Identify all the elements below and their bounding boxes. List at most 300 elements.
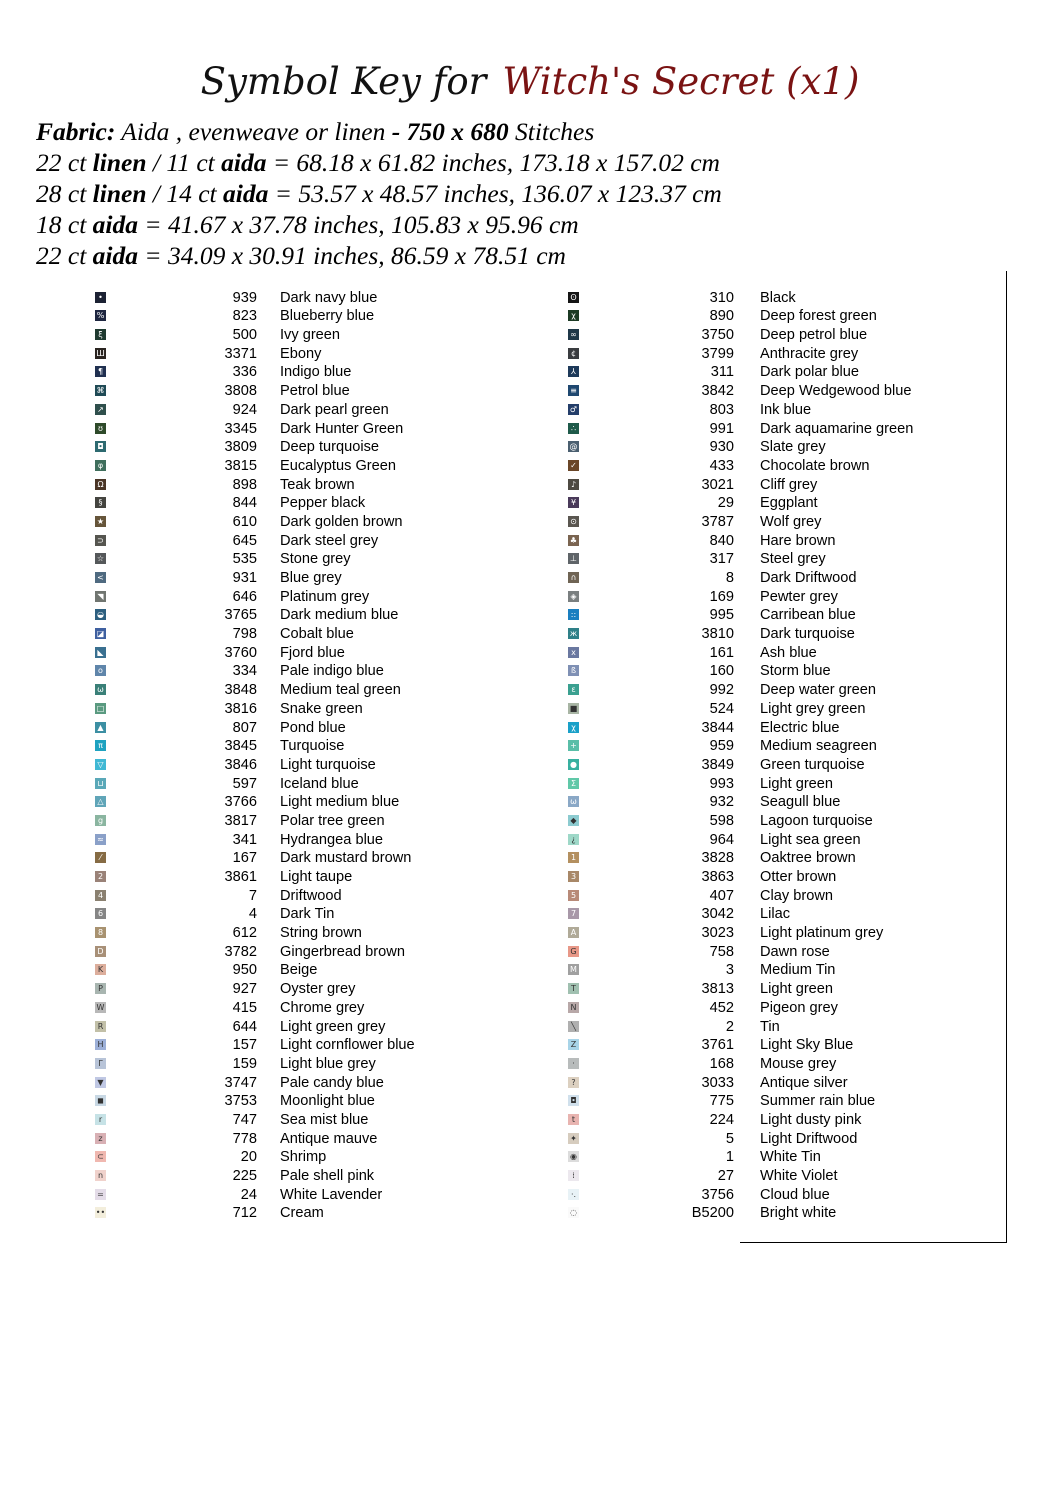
colour-name: Dark Hunter Green xyxy=(280,420,404,437)
color-symbol-icon: ω xyxy=(95,684,106,695)
thread-number: 3766 xyxy=(224,794,257,811)
colour-name: Clay brown xyxy=(760,887,833,904)
thread-number: 157 xyxy=(232,1037,257,1054)
color-symbol-icon: ε xyxy=(568,684,579,695)
colour-name: Light turquoise xyxy=(280,756,376,773)
color-symbol-icon: ≈ xyxy=(95,834,106,845)
thread-number: 20 xyxy=(240,1149,257,1166)
colour-name: Iceland blue xyxy=(280,775,359,792)
thread-number: 3815 xyxy=(224,457,257,474)
color-symbol-icon: < xyxy=(95,572,106,583)
color-symbol-icon: ⅄ xyxy=(568,366,579,377)
color-symbol-icon: ¶ xyxy=(95,366,106,377)
colour-name: Dark aquamarine green xyxy=(760,420,914,437)
thread-number: 535 xyxy=(232,551,257,568)
colour-name: Light green xyxy=(760,775,834,792)
color-symbol-icon: Γ xyxy=(95,1058,106,1069)
colour-name: Fjord blue xyxy=(280,644,345,661)
thread-number: 3846 xyxy=(224,756,257,773)
thread-number: 160 xyxy=(709,663,734,680)
colour-name: Gingerbread brown xyxy=(280,943,405,960)
thread-number: 3861 xyxy=(224,869,257,885)
color-symbol-icon: ● xyxy=(568,759,579,770)
colour-name: Lilac xyxy=(760,906,791,923)
thread-number: 3848 xyxy=(224,682,257,699)
thread-number: 2 xyxy=(725,1018,734,1035)
colour-name: Chrome grey xyxy=(280,999,365,1016)
colour-name: Deep forest green xyxy=(760,308,877,325)
color-symbol-icon: ◼ xyxy=(95,1095,106,1106)
color-symbol-icon: ⁄ xyxy=(95,852,106,863)
spec-text: = 53.57 x 48.57 inches, 136.07 x 123.37 cm xyxy=(268,179,722,208)
color-symbol-icon: ∩ xyxy=(568,572,579,583)
thread-number: 807 xyxy=(232,719,257,736)
colour-name: Light green grey xyxy=(280,1018,386,1035)
color-symbol-icon: n xyxy=(95,1170,106,1181)
colour-name: Ivy green xyxy=(280,327,341,344)
colour-name: Dark Tin xyxy=(280,906,335,923)
thread-number: 3782 xyxy=(224,943,257,960)
thread-number: 930 xyxy=(709,439,734,456)
colour-name: Oaktree brown xyxy=(760,850,856,867)
color-symbol-icon: 5 xyxy=(568,890,579,901)
spec-text: 22 ct xyxy=(36,241,93,270)
color-symbol-icon: G xyxy=(568,946,579,957)
colour-name: Medium teal green xyxy=(280,682,401,699)
colour-name: Oyster grey xyxy=(280,981,356,998)
color-symbol-icon: ▲ xyxy=(95,722,106,733)
color-symbol-icon: ☆ xyxy=(96,554,105,564)
colour-name: Antique silver xyxy=(760,1074,848,1091)
thread-number: 1 xyxy=(725,1149,734,1166)
thread-number: 168 xyxy=(709,1055,734,1072)
colour-name: Light sea green xyxy=(760,831,861,848)
thread-number: 645 xyxy=(232,532,257,549)
spec-text: / 11 ct xyxy=(146,148,222,177)
thread-number: 500 xyxy=(232,327,257,344)
spec-text: Stitches xyxy=(508,117,595,146)
thread-number: 3761 xyxy=(701,1037,734,1054)
colour-name: Light green xyxy=(760,981,834,998)
colour-name: Dark navy blue xyxy=(280,289,378,306)
color-symbol-icon: T xyxy=(568,983,579,994)
thread-number: 161 xyxy=(709,644,734,661)
spec-line xyxy=(36,116,722,147)
colour-name: Petrol blue xyxy=(280,383,350,400)
thread-number: 3849 xyxy=(701,756,734,773)
color-symbol-icon: ✓ xyxy=(568,460,579,471)
color-symbol-icon: z xyxy=(95,1133,106,1144)
color-symbol-icon: ⊥ xyxy=(568,553,579,564)
colour-name: Stone grey xyxy=(280,551,351,568)
thread-number: 8 xyxy=(725,570,734,586)
color-symbol-icon: Z xyxy=(568,1039,579,1050)
thread-number: 3021 xyxy=(701,476,734,493)
colour-name: Teak brown xyxy=(280,476,355,493)
color-symbol-icon: t xyxy=(568,1114,579,1125)
spec-text: aida xyxy=(92,241,138,270)
color-symbol-icon: • xyxy=(95,292,106,303)
spec-text: = 34.09 x 30.91 inches, 86.59 x 78.51 cm xyxy=(138,241,566,270)
color-symbol-icon: ◣ xyxy=(95,647,106,658)
spec-text: / 14 ct xyxy=(146,179,224,208)
color-symbol-icon: φ xyxy=(95,460,106,471)
colour-name: Chocolate brown xyxy=(760,457,870,474)
colour-name: Pepper black xyxy=(280,495,366,512)
colour-name: Ebony xyxy=(280,345,322,362)
thread-number: 890 xyxy=(709,308,734,325)
thread-number: 646 xyxy=(232,588,257,605)
thread-number: 758 xyxy=(709,943,734,960)
colour-name: Otter brown xyxy=(760,869,837,885)
spec-text: 28 ct xyxy=(36,179,93,208)
colour-name: Seagull blue xyxy=(760,794,841,811)
thread-number: 524 xyxy=(709,700,734,717)
colour-name: Snake green xyxy=(280,700,363,717)
thread-number: 3799 xyxy=(701,345,734,362)
color-symbol-icon: ⁞ xyxy=(568,1170,579,1181)
thread-number: 964 xyxy=(709,831,734,848)
color-symbol-icon: ξ xyxy=(95,329,106,340)
color-symbol-icon: H xyxy=(95,1039,106,1050)
colour-name: Light Driftwood xyxy=(760,1130,858,1147)
color-symbol-icon: r xyxy=(95,1114,106,1125)
thread-number: 3023 xyxy=(701,925,734,942)
colour-name: Electric blue xyxy=(760,719,840,736)
thread-number: 3817 xyxy=(224,812,257,829)
thread-number: 597 xyxy=(232,775,257,792)
spec-text: = 41.67 x 37.78 inches, 105.83 x 95.96 cm xyxy=(138,210,579,239)
color-symbol-icon: ? xyxy=(568,1077,579,1088)
thread-number: 3371 xyxy=(224,345,257,362)
colour-name: Cream xyxy=(280,1205,324,1222)
thread-number: 3747 xyxy=(224,1074,257,1091)
thread-number: 3809 xyxy=(224,439,257,456)
color-symbol-icon: π xyxy=(95,740,106,751)
color-symbol-icon: ◒ xyxy=(95,609,106,620)
colour-name: Light cornflower blue xyxy=(280,1037,415,1054)
color-symbol-icon: ∞ xyxy=(568,329,579,340)
thread-number: 3753 xyxy=(224,1093,257,1110)
color-symbol-icon: ⌘ xyxy=(96,386,105,396)
colour-name: Pigeon grey xyxy=(760,999,838,1016)
thread-number: 167 xyxy=(232,850,257,867)
colour-name: Eucalyptus Green xyxy=(280,457,397,474)
color-symbol-icon: Ш xyxy=(96,348,105,358)
table-border-bottom xyxy=(740,1242,1007,1243)
thread-number: 803 xyxy=(709,401,734,418)
thread-number: 840 xyxy=(709,532,734,549)
thread-number: 598 xyxy=(709,812,734,829)
color-symbol-icon: ■ xyxy=(569,703,578,713)
colour-name: Light medium blue xyxy=(280,794,400,811)
colour-name: Pewter grey xyxy=(760,588,838,605)
color-symbol-icon: ⊔ xyxy=(95,778,106,789)
thread-number: 27 xyxy=(717,1168,734,1184)
thread-number: 336 xyxy=(232,364,257,381)
thread-number: 939 xyxy=(232,289,257,306)
color-symbol-icon: % xyxy=(96,311,105,321)
color-symbol-icon: ◪ xyxy=(96,629,105,639)
colour-name: Mouse grey xyxy=(760,1055,837,1072)
thread-number: 159 xyxy=(232,1055,257,1072)
color-symbol-icon: W xyxy=(96,1002,105,1012)
colour-name: Deep petrol blue xyxy=(760,327,868,344)
thread-number: 3845 xyxy=(224,738,257,755)
color-symbol-icon: 4 xyxy=(95,890,106,901)
colour-name: Ash blue xyxy=(760,644,817,661)
colour-name: Light Sky Blue xyxy=(760,1037,854,1054)
thread-number: 3844 xyxy=(701,719,734,736)
colour-name: Medium seagreen xyxy=(760,738,877,755)
thread-number: 3813 xyxy=(701,981,734,998)
thread-number: 5 xyxy=(725,1130,734,1147)
table-border-right xyxy=(1006,271,1007,1242)
thread-number: 3345 xyxy=(224,420,257,437)
color-symbol-icon: A xyxy=(568,927,579,938)
thread-number: 224 xyxy=(709,1111,734,1128)
thread-number: 7 xyxy=(248,887,257,904)
color-symbol-icon: ★ xyxy=(96,516,105,526)
thread-number: 798 xyxy=(232,626,257,643)
colour-name: Storm blue xyxy=(760,663,831,680)
colour-name: White Tin xyxy=(760,1149,821,1166)
colour-name: Moonlight blue xyxy=(280,1093,375,1110)
color-symbol-icon: ✦ xyxy=(568,1133,579,1144)
thread-number: 712 xyxy=(232,1205,257,1222)
color-symbol-icon: § xyxy=(95,497,106,508)
spec-text: = 68.18 x 61.82 inches, 173.18 x 157.02 cm xyxy=(266,148,720,177)
color-symbol-icon: ◘ xyxy=(568,1095,579,1106)
colour-name: Dark steel grey xyxy=(280,532,379,549)
colour-name: Deep turquoise xyxy=(280,439,379,456)
thread-number: 924 xyxy=(232,401,257,418)
colour-name: Pale shell pink xyxy=(280,1168,375,1184)
thread-number: 3 xyxy=(725,962,734,979)
color-symbol-icon: · xyxy=(568,1058,579,1069)
thread-number: 3756 xyxy=(701,1186,734,1203)
thread-number: 932 xyxy=(709,794,734,811)
spec-text: aida xyxy=(92,210,138,239)
color-symbol-icon: D xyxy=(95,946,106,957)
color-symbol-icon: ◘ xyxy=(95,441,106,452)
spec-text: linen xyxy=(92,148,147,177)
spec-line xyxy=(36,178,722,209)
colour-name: Driftwood xyxy=(280,887,342,904)
color-symbol-icon: ▽ xyxy=(95,759,106,770)
colour-name: Antique mauve xyxy=(280,1130,378,1147)
colour-name: Light platinum grey xyxy=(760,925,884,942)
color-symbol-icon: ♣ xyxy=(569,535,578,545)
color-symbol-icon: ¿ xyxy=(568,834,579,845)
thread-number: 3828 xyxy=(701,850,734,867)
thread-number: 3810 xyxy=(701,626,734,643)
thread-number: 993 xyxy=(709,775,734,792)
color-symbol-icon: ¢ xyxy=(568,348,579,359)
spec-line xyxy=(36,240,722,271)
colour-name: Light grey green xyxy=(760,700,866,717)
thread-number: 3816 xyxy=(224,700,257,717)
color-symbol-icon: ▼ xyxy=(95,1077,106,1088)
colour-name: Dark golden brown xyxy=(280,513,403,530)
colour-name: Blue grey xyxy=(280,570,342,586)
colour-name: Light taupe xyxy=(280,869,353,885)
colour-name: Pond blue xyxy=(280,719,346,736)
color-symbol-icon: ◥ xyxy=(95,591,106,602)
color-symbol-icon: ⊃ xyxy=(95,535,106,546)
colour-name: Beige xyxy=(280,962,318,979)
thread-number: 311 xyxy=(710,364,734,381)
thread-number: 3808 xyxy=(224,383,257,400)
color-symbol-icon: R xyxy=(95,1021,106,1032)
colour-name: Platinum grey xyxy=(280,588,370,605)
thread-number: 823 xyxy=(232,308,257,325)
thread-number: 927 xyxy=(232,981,257,998)
color-symbol-icon: Ω xyxy=(95,479,106,490)
thread-number: 3750 xyxy=(701,327,734,344)
spec-text: Aida , evenweave or linen xyxy=(115,117,392,146)
color-symbol-icon: ⊂ xyxy=(95,1151,106,1162)
color-symbol-icon: ∴ xyxy=(568,423,579,434)
color-symbol-icon: ♪ xyxy=(568,479,579,490)
colour-name: Hare brown xyxy=(760,532,836,549)
color-symbol-icon: ω xyxy=(568,796,579,807)
thread-number: B5200 xyxy=(691,1205,734,1222)
colour-name: Blueberry blue xyxy=(280,308,375,325)
colour-name: Anthracite grey xyxy=(760,345,859,362)
color-symbol-icon: 3 xyxy=(568,871,579,882)
colour-name: White Lavender xyxy=(280,1186,383,1203)
colour-name: Slate grey xyxy=(760,439,826,456)
color-symbol-icon: Σ xyxy=(568,778,579,789)
color-symbol-icon: △ xyxy=(95,796,106,807)
colour-name: Dark medium blue xyxy=(280,607,399,624)
colour-name: Bright white xyxy=(760,1205,837,1222)
color-symbol-icon: 1 xyxy=(568,852,579,863)
thread-number: 4 xyxy=(248,906,257,923)
thread-number: 29 xyxy=(717,495,734,512)
colour-name: Pale candy blue xyxy=(280,1074,384,1091)
spec-text: Fabric: xyxy=(36,117,116,146)
spec-line xyxy=(36,209,722,240)
colour-name: Ink blue xyxy=(760,401,812,418)
colour-name: Deep water green xyxy=(760,682,877,699)
color-symbol-icon: @ xyxy=(569,442,578,452)
thread-number: 898 xyxy=(232,476,257,493)
colour-name: Carribean blue xyxy=(760,607,856,624)
colour-name: Dark pearl green xyxy=(280,401,389,418)
color-symbol-icon: •• xyxy=(95,1208,106,1218)
color-symbol-icon: P xyxy=(95,983,106,994)
thread-number: 407 xyxy=(709,887,734,904)
colour-name: Deep Wedgewood blue xyxy=(760,383,912,400)
colour-name: Polar tree green xyxy=(280,812,385,829)
thread-number: 992 xyxy=(709,682,734,699)
color-symbol-icon: g xyxy=(95,815,106,826)
thread-number: 24 xyxy=(240,1186,257,1203)
color-symbol-icon: o xyxy=(95,665,106,676)
thread-number: 3787 xyxy=(701,513,734,530)
color-symbol-icon: ⊙ xyxy=(568,516,579,527)
colour-name: Sea mist blue xyxy=(280,1111,369,1128)
colour-name: Dark turquoise xyxy=(760,626,855,643)
thread-number: 959 xyxy=(709,738,734,755)
thread-number: 3760 xyxy=(224,644,257,661)
thread-number: 433 xyxy=(709,457,734,474)
colour-name: Pale indigo blue xyxy=(280,663,384,680)
colour-name: Dark mustard brown xyxy=(280,850,412,867)
color-symbol-icon: ж xyxy=(569,629,578,639)
thread-number: 225 xyxy=(232,1168,257,1184)
colour-name: Wolf grey xyxy=(760,513,822,530)
colour-name: Indigo blue xyxy=(280,364,352,381)
page-title xyxy=(0,52,1060,112)
color-symbol-icon: ·. xyxy=(568,1189,579,1200)
thread-number: 610 xyxy=(232,513,257,530)
thread-number: 991 xyxy=(709,420,734,437)
thread-number: 931 xyxy=(232,570,257,586)
thread-number: 3863 xyxy=(701,869,734,885)
color-symbol-icon: χ xyxy=(568,722,579,733)
colour-name: Medium Tin xyxy=(760,962,836,979)
colour-name: Black xyxy=(760,289,796,306)
color-symbol-icon: 7 xyxy=(568,908,579,919)
colour-name: Dark polar blue xyxy=(760,364,859,381)
spec-text: aida xyxy=(221,148,267,177)
thread-number: 995 xyxy=(709,607,734,624)
color-symbol-icon: ≡ xyxy=(568,385,579,396)
color-symbol-icon: ß xyxy=(568,665,579,676)
color-symbol-icon: :: xyxy=(568,609,579,620)
thread-number: 844 xyxy=(232,495,257,512)
thread-number: 452 xyxy=(709,999,734,1016)
spec-text: 22 ct xyxy=(36,148,93,177)
thread-number: 334 xyxy=(232,663,257,680)
thread-number: 169 xyxy=(709,588,734,605)
thread-number: 747 xyxy=(232,1111,257,1128)
colour-name: Shrimp xyxy=(280,1149,327,1166)
thread-number: 317 xyxy=(709,551,734,568)
colour-name: White Violet xyxy=(760,1168,838,1184)
colour-name: Green turquoise xyxy=(760,756,865,773)
color-symbol-icon: ♂ xyxy=(569,404,578,414)
colour-name: Dark Driftwood xyxy=(760,570,857,586)
title-prefix: Symbol Key for xyxy=(200,60,487,103)
color-symbol-icon: 6 xyxy=(95,908,106,919)
color-symbol-icon: K xyxy=(95,964,106,975)
fabric-specs xyxy=(36,116,722,271)
colour-name: Cliff grey xyxy=(760,476,818,493)
color-symbol-icon: N xyxy=(568,1002,579,1013)
colour-name: Hydrangea blue xyxy=(280,831,384,848)
colour-name: Dawn rose xyxy=(760,943,830,960)
thread-number: 775 xyxy=(709,1093,734,1110)
thread-number: 612 xyxy=(232,925,257,942)
color-symbol-icon: 2 xyxy=(95,871,106,882)
color-symbol-icon: 8 xyxy=(95,927,106,938)
color-symbol-icon: = xyxy=(95,1189,106,1200)
colour-name: Tin xyxy=(760,1018,780,1035)
colour-name: Light dusty pink xyxy=(760,1111,862,1128)
color-symbol-icon: □ xyxy=(96,703,105,713)
colour-name: Eggplant xyxy=(760,495,818,512)
thread-number: 778 xyxy=(232,1130,257,1147)
color-symbol-icon: ¥ xyxy=(568,497,579,508)
spec-line xyxy=(36,147,722,178)
color-symbol-icon: ◌ xyxy=(568,1207,579,1218)
colour-name: Summer rain blue xyxy=(760,1093,876,1110)
color-symbol-icon: x xyxy=(568,647,579,658)
